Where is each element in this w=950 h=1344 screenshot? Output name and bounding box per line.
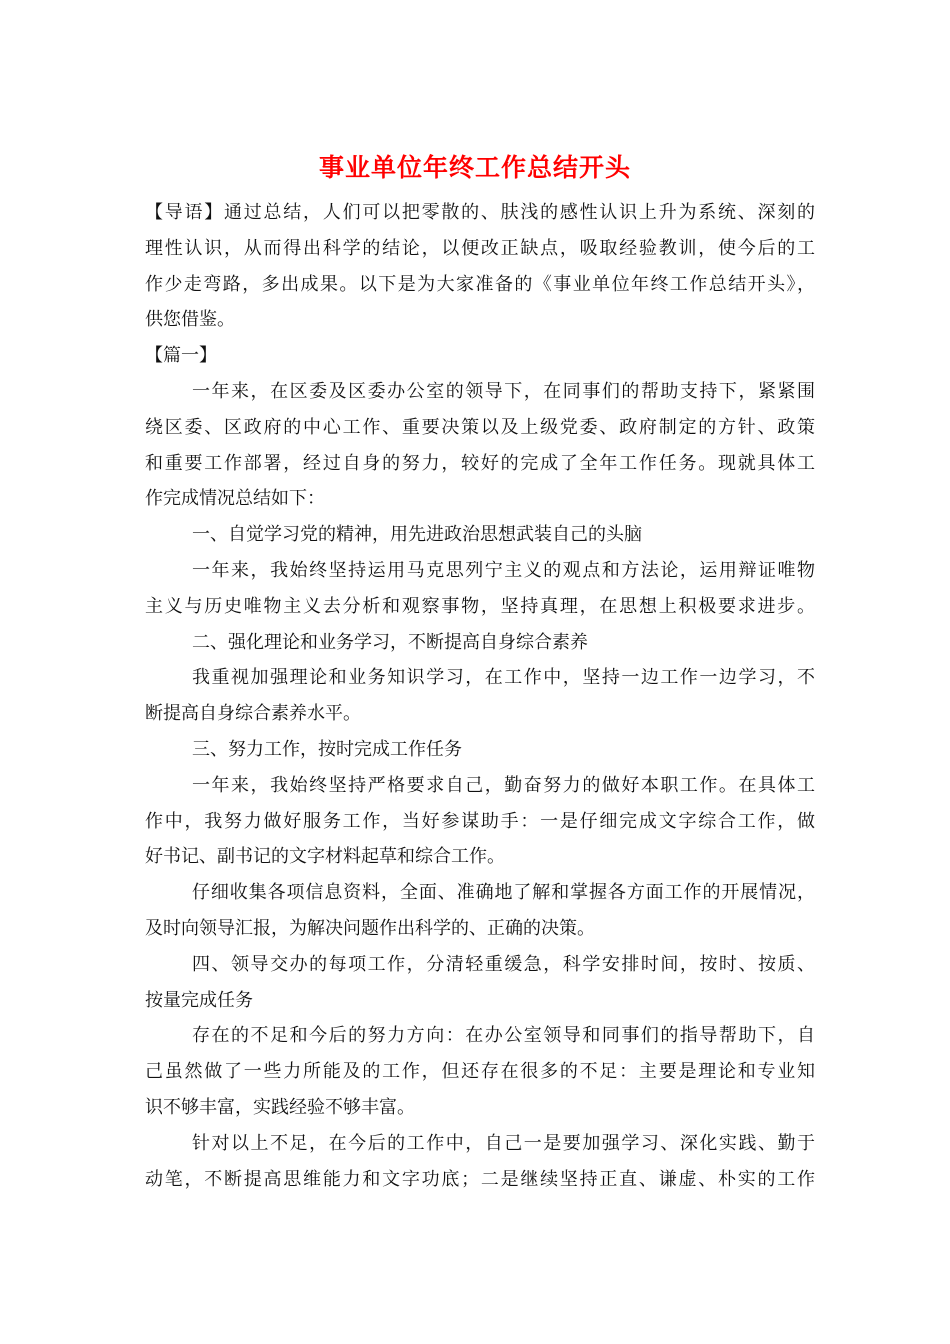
text-line: 【导语】通过总结，人们可以把零散的、肤浅的感性认识上升为系统、深刻的 [145, 202, 815, 223]
text-line: 动笔，不断提高思维能力和文字功底；二是继续坚持正直、谦虚、朴实的工作 [145, 1168, 815, 1190]
text-line: 存在的不足和今后的努力方向：在办公室领导和同事们的指导帮助下，自 [192, 1025, 815, 1047]
text-line: 理性认识，从而得出科学的结论，以便改正缺点，吸取经验教训，使今后的工 [145, 237, 815, 259]
text-line: 作少走弯路，多出成果。以下是为大家准备的《事业单位年终工作总结开头》， [145, 273, 815, 295]
text-line: 和重要工作部署，经过自身的努力，较好的完成了全年工作任务。现就具体工 [145, 452, 815, 474]
text-line: 己虽然做了一些力所能及的工作，但还存在很多的不足：主要是理论和专业知 [145, 1061, 815, 1083]
text-line: 供您借鉴。 [145, 309, 235, 331]
text-line: 针对以上不足，在今后的工作中，自己一是要加强学习、深化实践、勤于 [192, 1132, 815, 1154]
text-line: 作中，我努力做好服务工作，当好参谋助手：一是仔细完成文字综合工作，做 [145, 810, 815, 832]
text-line: 【篇一】 [145, 345, 217, 367]
text-line: 四、领导交办的每项工作，分清轻重缓急，科学安排时间，按时、按质、 [192, 953, 815, 975]
text-line: 一年来，我始终坚持严格要求自己，勤奋努力的做好本职工作。在具体工 [192, 774, 815, 796]
text-line: 仔细收集各项信息资料，全面、准确地了解和掌握各方面工作的开展情况， [192, 882, 815, 904]
text-line: 识不够丰富，实践经验不够丰富。 [145, 1096, 415, 1118]
text-line: 二、强化理论和业务学习，不断提高自身综合素养 [192, 631, 588, 653]
text-line: 及时向领导汇报，为解决问题作出科学的、正确的决策。 [145, 917, 595, 939]
text-line: 一、自觉学习党的精神，用先进政治思想武装自己的头脑 [192, 524, 642, 546]
text-line: 按量完成任务 [145, 989, 253, 1011]
text-line: 主义与历史唯物主义去分析和观察事物，坚持真理，在思想上积极要求进步。 [145, 595, 815, 617]
text-line: 我重视加强理论和业务知识学习，在工作中，坚持一边工作一边学习，不 [192, 667, 815, 689]
text-line: 绕区委、区政府的中心工作、重要决策以及上级党委、政府制定的方针、政策 [145, 416, 815, 438]
text-line: 三、努力工作，按时完成工作任务 [192, 738, 462, 760]
document-title: 事业单位年终工作总结开头 [318, 153, 631, 182]
text-line: 断提高自身综合素养水平。 [145, 703, 361, 725]
text-line: 一年来，在区委及区委办公室的领导下，在同事们的帮助支持下，紧紧围 [192, 380, 815, 402]
text-line: 作完成情况总结如下： [145, 488, 325, 510]
document-body [145, 195, 815, 1197]
text-line: 一年来，我始终坚持运用马克思列宁主义的观点和方法论，运用辩证唯物 [192, 559, 815, 581]
text-line: 好书记、副书记的文字材料起草和综合工作。 [145, 846, 505, 868]
